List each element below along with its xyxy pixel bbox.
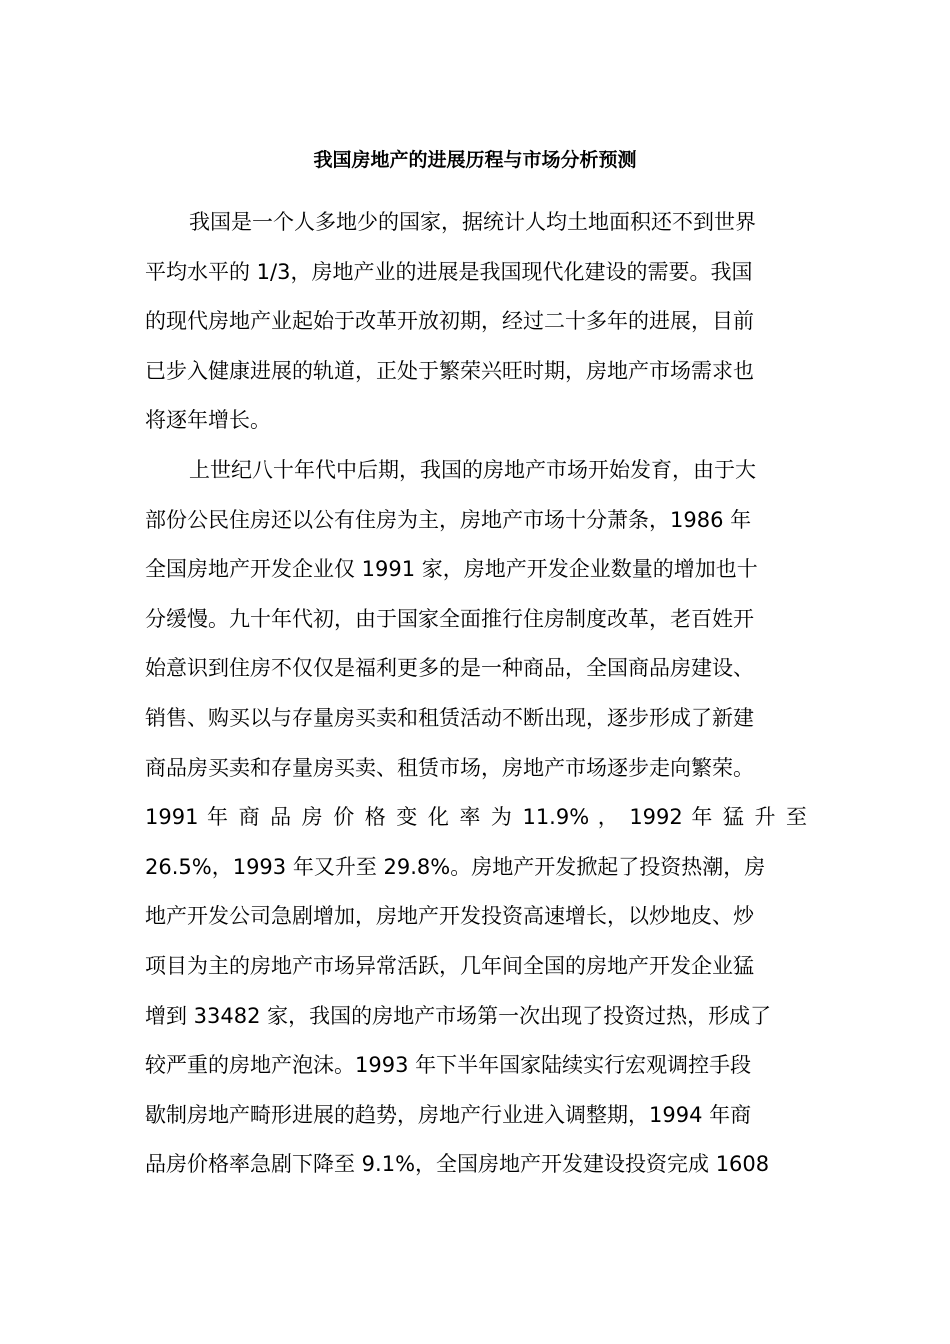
paragraph-2-line-11: 项目为主的房地产市场异常活跃，几年间全国的房地产开发企业猛 (145, 953, 754, 978)
paragraph-2-line-8: 1991 年 商 品 房 价 格 变 化 率 为 11.9% ， 1992 年 猛 升 至 (145, 805, 807, 830)
paragraph-2-line-7: 商品房买卖和存量房买卖、租赁市场，房地产市场逐步走向繁荣。 (145, 755, 754, 780)
paragraph-2-line-15: 品房价格率急剧下降至 9.1%，全国房地产开发建设投资完成 1608 (145, 1152, 770, 1177)
document-body (145, 198, 807, 1190)
paragraph-2-line-3: 全国房地产开发企业仅 1991 家，房地产开发企业数量的增加也十 (145, 557, 758, 582)
paragraph-2-line-5: 始意识到住房不仅仅是福利更多的是一种商品，全国商品房建设、 (145, 656, 754, 681)
paragraph-1-line-5: 将逐年增长。 (145, 408, 271, 433)
paragraph-1-line-3: 的现代房地产业起始于改革开放初期，经过二十多年的进展，目前 (145, 309, 754, 334)
paragraph-2-line-10: 地产开发公司急剧增加，房地产开发投资高速增长，以炒地皮、炒 (145, 904, 754, 929)
paragraph-1-line-4: 已步入健康进展的轨道，正处于繁荣兴旺时期，房地产市场需求也 (145, 358, 754, 383)
paragraph-2-line-9: 26.5%，1993 年又升至 29.8%。房地产开发掀起了投资热潮，房 (145, 854, 766, 879)
document-title: 我国房地产的进展历程与市场分析预测 (313, 149, 637, 171)
paragraph-2-line-14: 歇制房地产畸形进展的趋势，房地产行业进入调整期，1994 年商 (145, 1102, 752, 1127)
paragraph-1-line-2: 平均水平的 1/3，房地产业的进展是我国现代化建设的需要。我国 (145, 259, 753, 284)
paragraph-2-line-4: 分缓慢。九十年代初，由于国家全面推行住房制度改革，老百姓开 (145, 606, 754, 631)
paragraph-2-line-13: 较严重的房地产泡沫。1993 年下半年国家陆续实行宏观调控手段 (145, 1053, 752, 1078)
paragraph-2-line-1: 上世纪八十年代中后期，我国的房地产市场开始发育，由于大 (189, 457, 756, 482)
paragraph-1-line-1: 我国是一个人多地少的国家，据统计人均土地面积还不到世界 (189, 210, 756, 234)
paragraph-2-line-12: 增到 33482 家，我国的房地产市场第一次出现了投资过热，形成了 (145, 1003, 772, 1028)
paragraph-2-line-6: 销售、购买以与存量房买卖和租赁活动不断出现，逐步形成了新建 (145, 705, 754, 730)
paragraph-2-line-2: 部份公民住房还以公有住房为主，房地产市场十分萧条，1986 年 (145, 507, 752, 532)
